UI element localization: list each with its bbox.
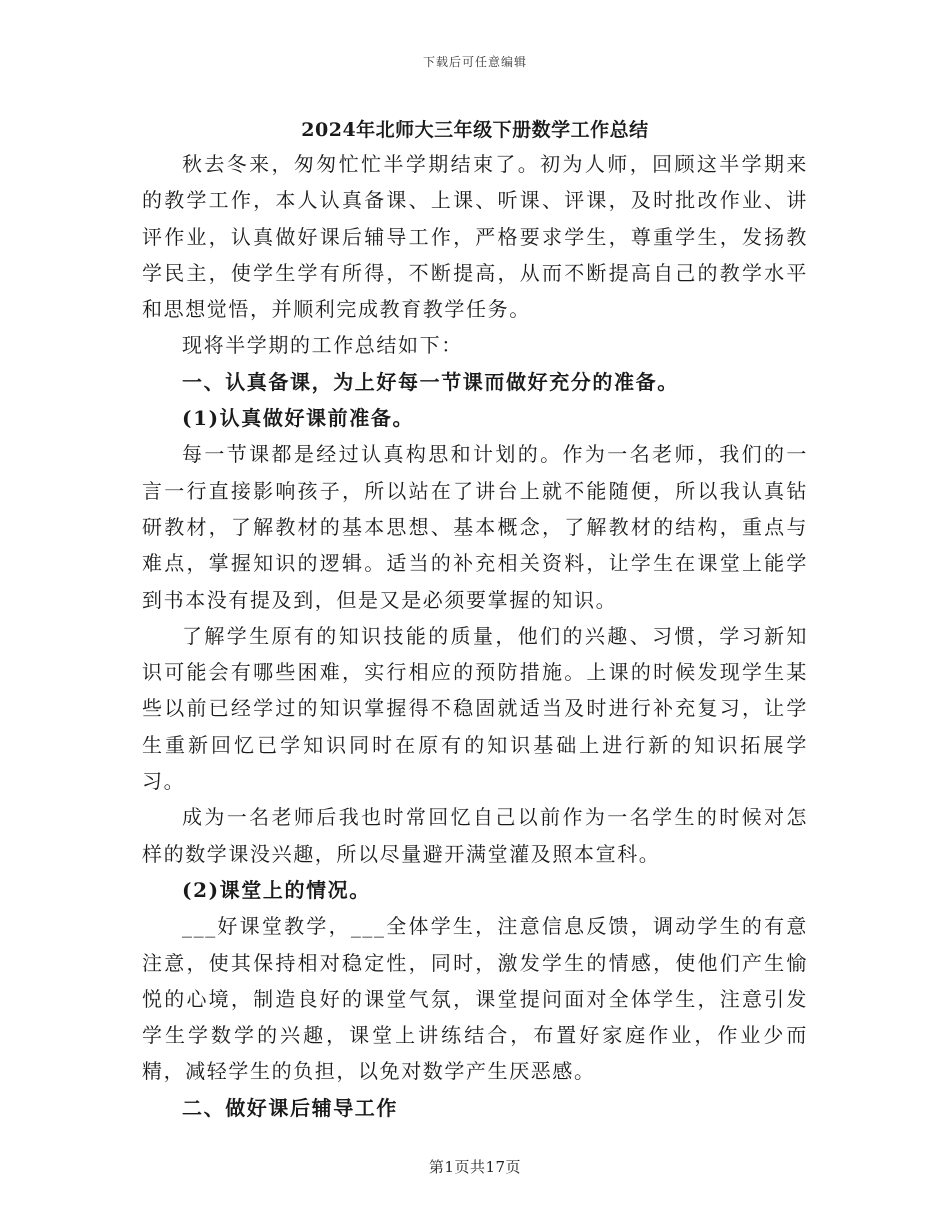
section-heading-1: 一、认真备课，为上好每一节课而做好充分的准备。 <box>182 369 679 394</box>
paragraph-summary-lead: 现将半学期的工作总结如下： <box>182 333 463 358</box>
paragraph-student-knowledge: 了解学生原有的知识技能的质量，他们的兴趣、习惯，学习新知识可能会有哪些困难，实行相应的预防措施。上课的时候发现学生某些以前已经学过的知识掌握得不稳固就适当及时进行补充复习，让学生重新回忆已学知识同时在原有的知识基础上进行新的知识拓展学习。 <box>142 623 808 794</box>
subsection-heading-2: (2)课堂上的情况。 <box>182 877 371 902</box>
paragraph-intro: 秋去冬来，匆匆忙忙半学期结束了。初为人师，回顾这半学期来的教学工作，本人认真备课、上课、听课、评课，及时批改作业、讲评作业，认真做好课后辅导工作，严格要求学生，尊重学生，发扬教学民主，使学生学有所得，不断提高，从而不断提高自己的教学水平和思想觉悟，并顺利完成教育教学任务。 <box>142 152 808 322</box>
section-heading-2: 二、做好课后辅导工作 <box>182 1095 398 1120</box>
paragraph-lesson-prep: 每一节课都是经过认真构思和计划的。作为一名老师，我们的一言一行直接影响孩子，所以站在了讲台上就不能随便，所以我认真钻研教材，了解教材的基本思想、基本概念，了解教材的结构，重点与难点，掌握知识的逻辑。适当的补充相关资料，让学生在课堂上能学到书本没有提及到，但是又是必须要掌握的知识。 <box>142 442 808 612</box>
paragraph-classroom: ___好课堂教学，___全体学生，注意信息反馈，调动学生的有意注意，使其保持相对稳定性，同时，激发学生的情感，使他们产生愉悦的心境，制造良好的课堂气氛，课堂提问面对全体学生，注意引发学生学数学的兴趣，课堂上讲练结合，布置好家庭作业，作业少而精，减轻学生的负担，以免对数学产生厌恶感。 <box>142 914 808 1084</box>
subsection-heading-1: (1)认真做好课前准备。 <box>182 406 415 431</box>
header-note: 下载后可任意编辑 <box>422 55 527 69</box>
document-title: 2024年北师大三年级下册数学工作总结 <box>301 119 649 141</box>
document-body <box>142 146 808 1126</box>
page-indicator: 第1页共17页 <box>428 1158 522 1176</box>
paragraph-reflection: 成为一名老师后我也时常回忆自己以前作为一名学生的时候对怎样的数学课没兴趣，所以尽量避开满堂灌及照本宣科。 <box>142 805 808 866</box>
